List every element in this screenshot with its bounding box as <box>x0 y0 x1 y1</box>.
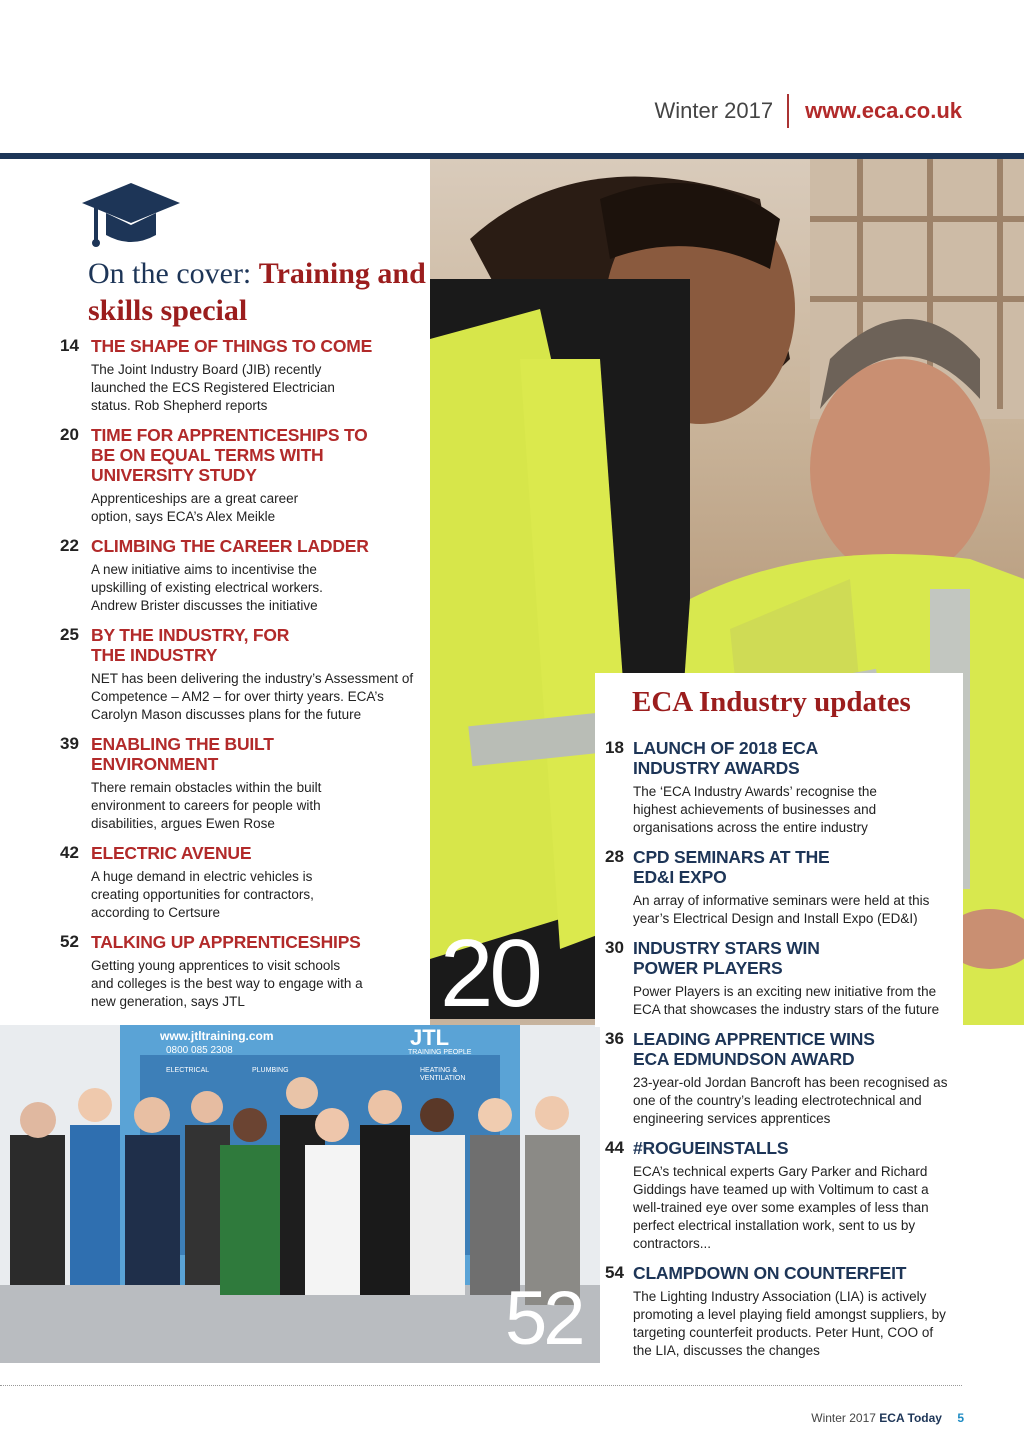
contents-entry[interactable] <box>605 1138 955 1253</box>
entry-title[interactable]: TALKING UP APPRENTICESHIPS <box>91 932 361 952</box>
page-footer <box>811 1411 964 1425</box>
entry-title[interactable]: LAUNCH OF 2018 ECA INDUSTRY AWARDS <box>633 738 818 778</box>
page-number-callout-52: 52 <box>505 1276 582 1361</box>
entry-page-number: 30 <box>605 938 624 957</box>
entry-description: Getting young apprentices to visit schools and colleges is the best way to engage with a new generation, says JTL <box>91 958 363 1009</box>
entry-title[interactable]: TIME FOR APPRENTICESHIPS TO BE ON EQUAL TERMS WITH UNIVERSITY STUDY <box>91 425 368 485</box>
issue-label: Winter 2017 <box>654 94 789 128</box>
entry-title[interactable]: LEADING APPRENTICE WINS ECA EDMUNDSON AWARD <box>633 1029 875 1069</box>
entry-description: Power Players is an exciting new initiative from the ECA that showcases the industry stars of the future <box>633 984 940 1017</box>
footer-rule <box>0 1385 962 1386</box>
entry-description: 23-year-old Jordan Bancroft has been recognised as one of the country’s leading electrotechnical and engineering services apprentices <box>633 1075 948 1126</box>
entry-page-number: 54 <box>605 1263 624 1282</box>
contents-entry[interactable] <box>60 843 430 922</box>
entry-page-number: 42 <box>60 843 79 862</box>
banner-panel-heating: HEATING & VENTILATION <box>420 1067 466 1082</box>
entry-page-number: 36 <box>605 1029 624 1048</box>
footer-page-number: 5 <box>957 1411 964 1425</box>
entry-title[interactable]: THE SHAPE OF THINGS TO COME <box>91 336 373 356</box>
entry-description: There remain obstacles within the built environment to careers for people with disabilities, argues Ewen Rose <box>91 780 322 831</box>
updates-contents-list <box>605 738 955 1370</box>
entry-description: NET has been delivering the industry’s Assessment of Competence – AM2 – for over thirty years. ECA’s Carolyn Mason discusses plans for the future <box>91 671 414 722</box>
banner-brand: JTL <box>410 1025 450 1050</box>
banner-phone: 0800 085 2308 <box>166 1045 233 1056</box>
entry-title[interactable]: ELECTRIC AVENUE <box>91 843 252 863</box>
entry-title[interactable]: CLIMBING THE CAREER LADDER <box>91 536 369 556</box>
banner-panel-electrical: ELECTRICAL <box>166 1067 210 1074</box>
entry-description: The Joint Industry Board (JIB) recently launched the ECS Registered Electrician status. Rob Shepherd reports <box>91 362 335 413</box>
entry-page-number: 18 <box>605 738 624 757</box>
group-photo-apprentices <box>0 1025 600 1363</box>
contents-entry[interactable] <box>60 734 430 833</box>
contents-entry[interactable] <box>605 738 955 837</box>
cover-contents-list <box>60 336 430 1021</box>
entry-page-number: 20 <box>60 425 79 444</box>
entry-title[interactable]: BY THE INDUSTRY, FOR THE INDUSTRY <box>91 625 290 665</box>
entry-description: A new initiative aims to incentivise the upskilling of existing electrical workers. Andrew Brister discusses the initiative <box>91 562 323 613</box>
entry-description: The Lighting Industry Association (LIA) is actively promoting a level playing field amongst suppliers, by targeting counterfeit products. Peter Hunt, COO of the LIA, discusses the changes <box>633 1289 946 1358</box>
entry-page-number: 28 <box>605 847 624 866</box>
contents-entry[interactable] <box>605 938 955 1019</box>
entry-page-number: 25 <box>60 625 79 644</box>
page-number-callout-20: 20 <box>440 920 539 1025</box>
banner-tag: TRAINING PEOPLE <box>408 1049 472 1056</box>
banner-panel-plumbing: PLUMBING <box>252 1067 289 1074</box>
entry-page-number: 44 <box>605 1138 624 1157</box>
entry-title[interactable]: ENABLING THE BUILT ENVIRONMENT <box>91 734 274 774</box>
footer-issue: Winter 2017 <box>811 1411 876 1425</box>
entry-page-number: 39 <box>60 734 79 753</box>
entry-page-number: 14 <box>60 336 79 355</box>
cover-heading-lead: On the cover: <box>88 257 259 290</box>
contents-entry[interactable] <box>60 932 430 1011</box>
entry-description: An array of informative seminars were held at this year’s Electrical Design and Install Expo (ED&I) <box>633 893 930 926</box>
entry-description: ECA’s technical experts Gary Parker and Richard Giddings have teamed up with Voltimum to cast a well-trained eye over some examples of less than perfect electrical installation work, sent to us by contractors... <box>633 1164 929 1251</box>
contents-entry[interactable] <box>605 847 955 928</box>
entry-page-number: 52 <box>60 932 79 951</box>
contents-entry[interactable] <box>605 1029 955 1128</box>
entry-title[interactable]: CLAMPDOWN ON COUNTERFEIT <box>633 1263 907 1283</box>
contents-entry[interactable] <box>60 336 430 415</box>
entry-title[interactable]: CPD SEMINARS AT THE ED&I EXPO <box>633 847 830 887</box>
graduation-cap-icon <box>82 183 180 249</box>
cover-heading <box>88 255 428 329</box>
entry-description: Apprenticeships are a great career option, says ECA’s Alex Meikle <box>91 491 299 524</box>
contents-entry[interactable] <box>60 625 430 724</box>
entry-description: The ‘ECA Industry Awards’ recognise the highest achievements of businesses and organisations across the entire industry <box>633 784 877 835</box>
banner-url: www.jtltraining.com <box>160 1029 274 1043</box>
contents-entry[interactable] <box>605 1263 955 1360</box>
entry-page-number: 22 <box>60 536 79 555</box>
updates-heading: ECA Industry updates <box>632 686 911 718</box>
cover-heading-topic: Training and skills special <box>88 257 426 327</box>
contents-entry[interactable] <box>60 536 430 615</box>
entry-title[interactable]: INDUSTRY STARS WIN POWER PLAYERS <box>633 938 820 978</box>
footer-brand: ECA Today <box>879 1411 942 1425</box>
contents-entry[interactable] <box>60 425 430 526</box>
entry-title[interactable]: #ROGUEINSTALLS <box>633 1138 789 1158</box>
site-url[interactable]: www.eca.co.uk <box>805 98 962 123</box>
page-header <box>654 92 962 130</box>
entry-description: A huge demand in electric vehicles is creating opportunities for contractors, according to Certsure <box>91 869 314 920</box>
